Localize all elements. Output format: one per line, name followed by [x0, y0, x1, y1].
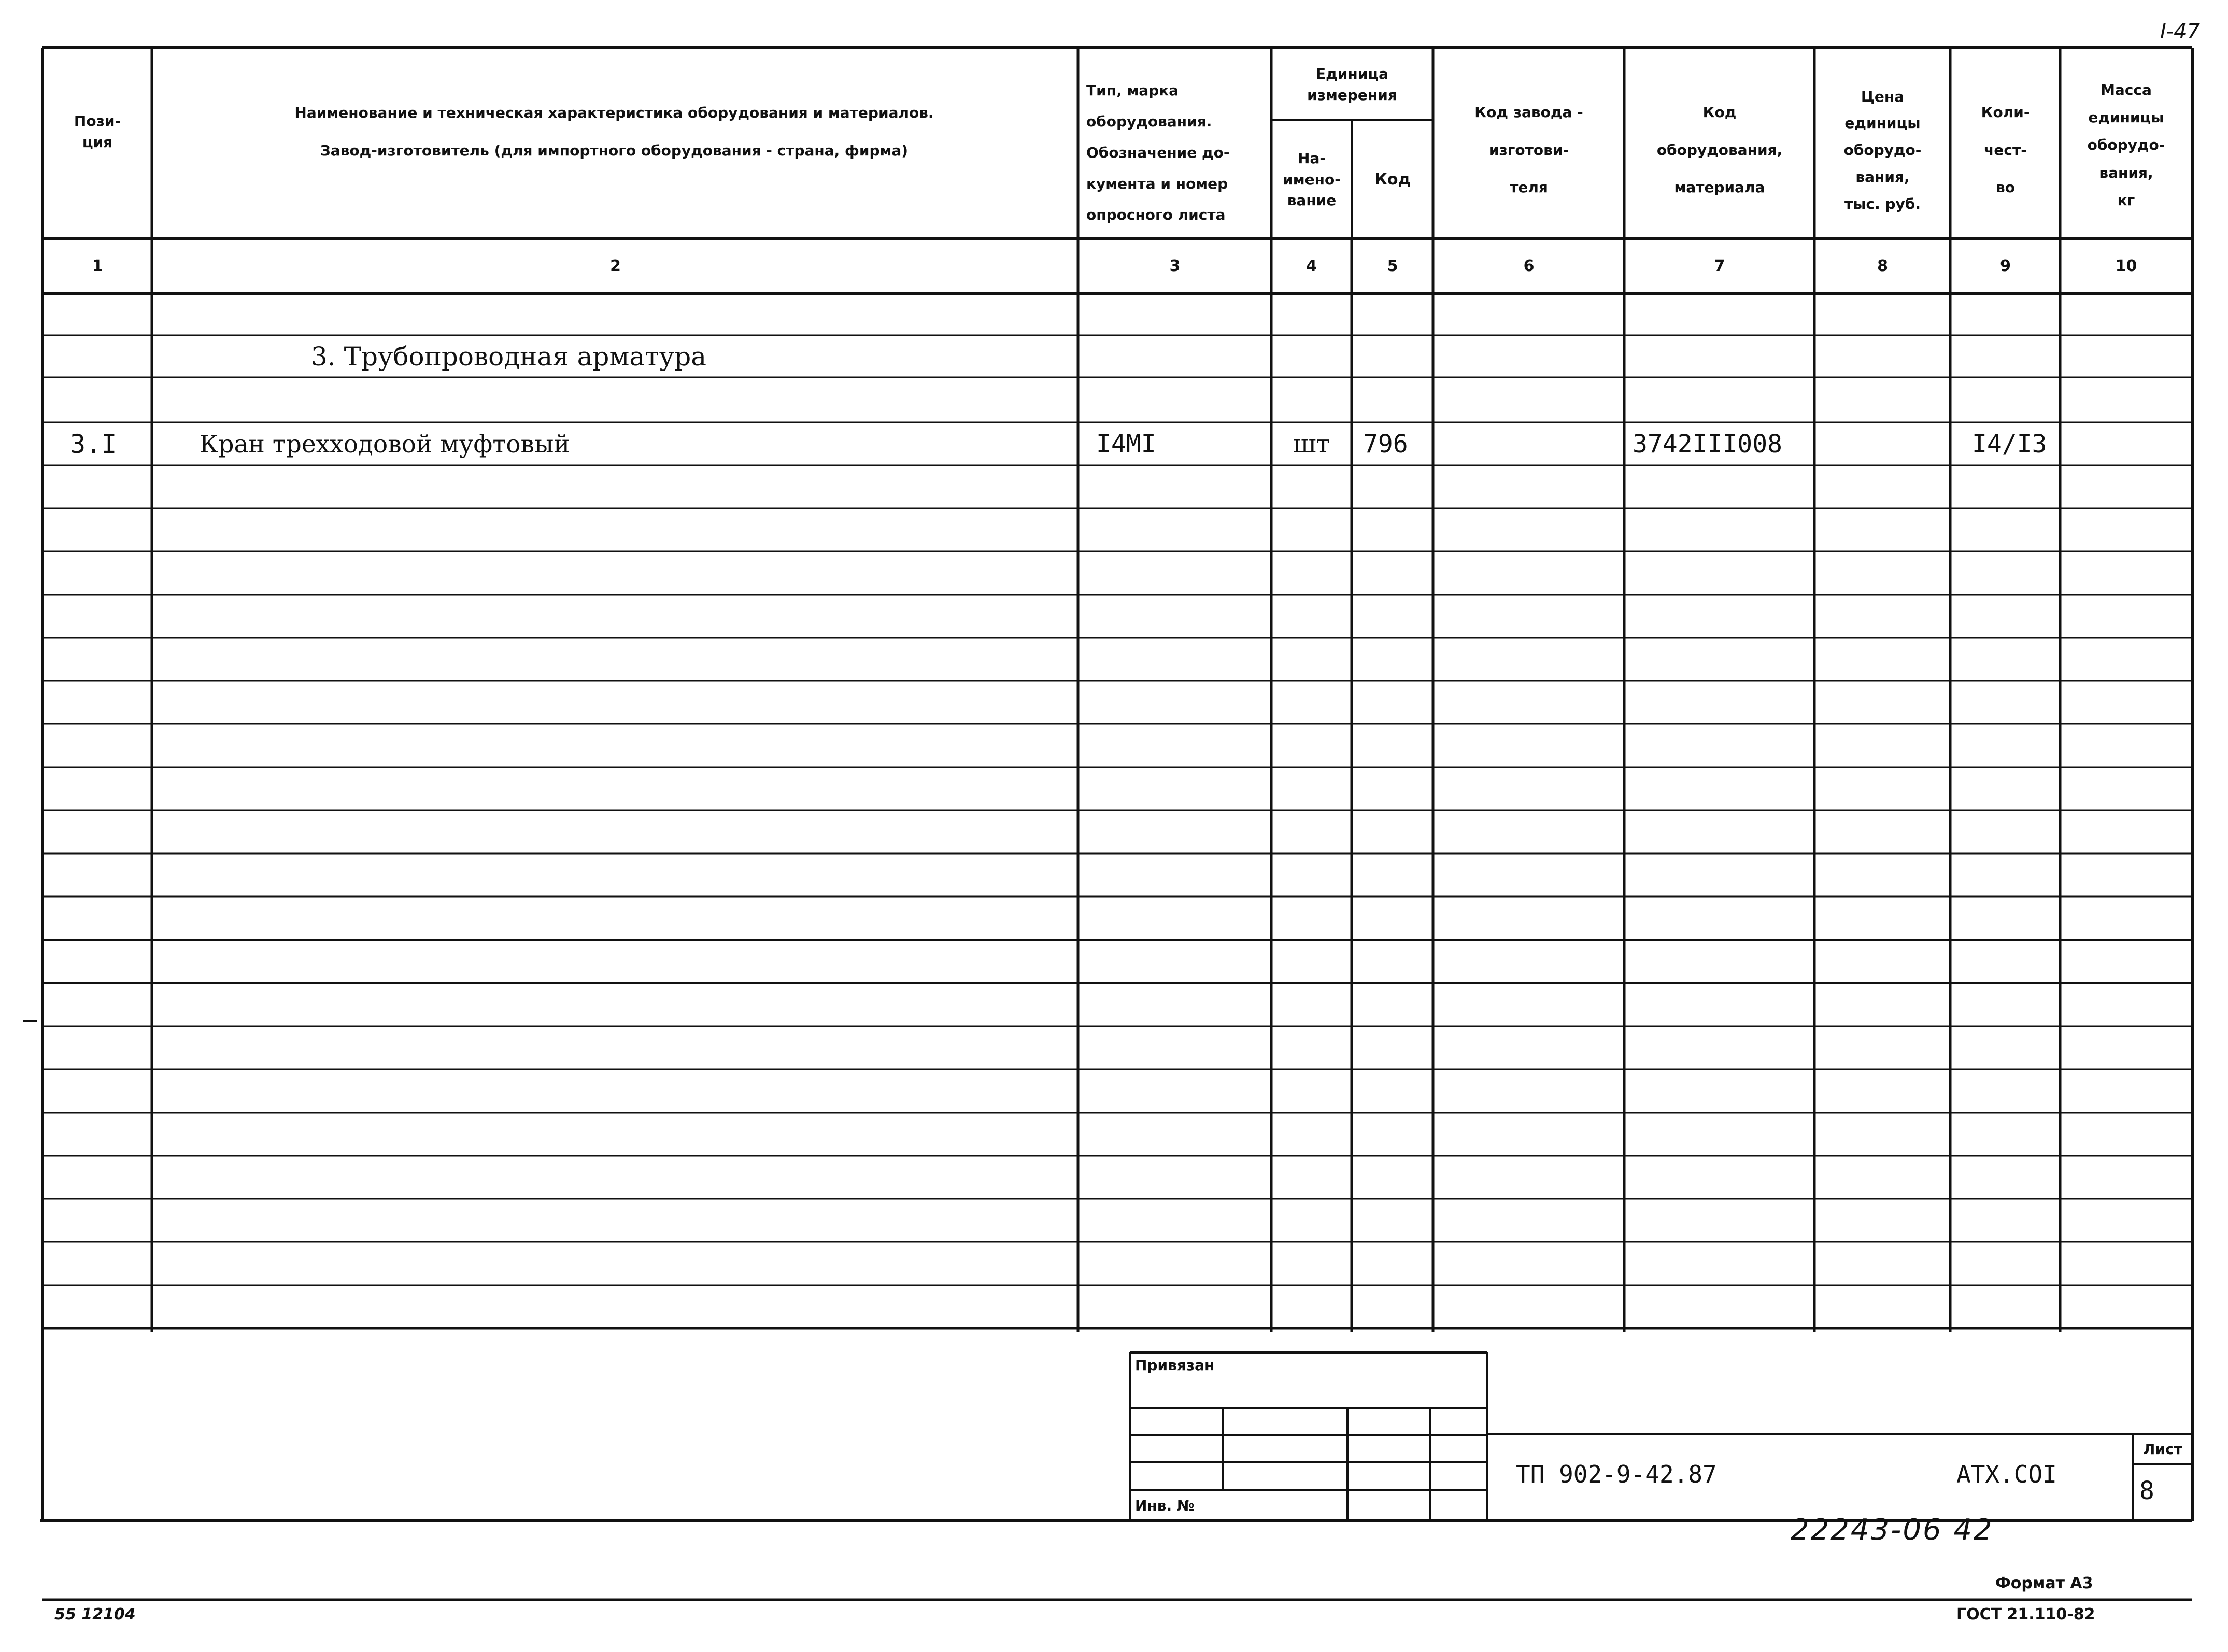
header-unit-name [1273, 123, 1351, 236]
footer-left-code: 55 12104 [54, 1605, 136, 1623]
header-position-line1: Пози- [74, 112, 121, 130]
header-unit-code-text: Код [1374, 170, 1411, 189]
header-equipment-code-line3: материала [1674, 179, 1765, 196]
header-unit-name-line2: имено- [1283, 170, 1341, 188]
header-type [1081, 67, 1269, 238]
footer-gost: ГОСТ 21.110-82 [1956, 1605, 2095, 1623]
section-title: 3. Трубопроводная арматура [311, 341, 707, 372]
header-type-line1: Тип, марка [1086, 81, 1179, 99]
header-factory-code-line2: изготови- [1488, 141, 1569, 159]
column-number-9: 9 [2000, 257, 2011, 276]
header-equipment-code [1626, 67, 1813, 233]
row-unit-name: шт [1293, 430, 1330, 459]
row-position: 3.I [70, 429, 117, 459]
column-number-2: 2 [610, 257, 621, 276]
header-mass [2063, 60, 2190, 231]
header-name-line2: Завод-изготовитель (для импортного оборудования - страна, фирма) [320, 142, 909, 159]
header-type-line2: оборудования. [1086, 112, 1212, 130]
handwritten-number: 22243-06 42 [1791, 1513, 1994, 1547]
header-quantity-line2: чест- [1984, 141, 2027, 159]
header-mass-line4: вания, [2099, 164, 2153, 181]
header-position-line2: ция [82, 134, 113, 151]
header-equipment-code-line1: Код [1702, 103, 1737, 121]
column-number-1: 1 [92, 257, 103, 276]
header-mass-line5: кг [2117, 191, 2135, 209]
row-name: Кран трехходовой муфтовый [200, 430, 570, 459]
header-position [46, 93, 149, 171]
header-price-line4: вания, [1855, 168, 1910, 186]
header-mass-line1: Масса [2101, 81, 2152, 99]
stamp-sheet-label: Лист [2143, 1440, 2182, 1458]
column-number-8: 8 [1877, 257, 1888, 276]
header-factory-code-line3: теля [1510, 179, 1548, 196]
column-number-10: 10 [2115, 257, 2137, 276]
header-quantity [1952, 67, 2059, 233]
header-name-line1: Наименование и техническая характеристика оборудования и материалов. [294, 104, 934, 122]
column-number-4: 4 [1306, 257, 1317, 276]
column-number-6: 6 [1523, 257, 1535, 276]
header-unit-group-line2: измерения [1307, 87, 1397, 104]
header-unit-name-line1: На- [1298, 150, 1326, 167]
stamp-privyazan: Привязан [1135, 1356, 1215, 1374]
row-type: I4MI [1096, 430, 1156, 459]
header-price-line1: Цена [1861, 88, 1905, 105]
header-price-line2: единицы [1844, 115, 1921, 132]
header-price [1817, 67, 1949, 233]
corner-mark: I-47 [2160, 20, 2201, 44]
header-mass-line2: единицы [2088, 109, 2164, 126]
header-type-line3: Обозначение до- [1086, 144, 1230, 161]
header-unit-name-line3: вание [1287, 192, 1337, 209]
stamp-sheet-number: 8 [2139, 1476, 2154, 1505]
header-quantity-line3: во [1996, 179, 2015, 196]
row-quantity: I4/I3 [1972, 430, 2047, 459]
header-equipment-code-line2: оборудования, [1656, 141, 1783, 159]
header-factory-code [1436, 67, 1622, 233]
header-unit-code [1354, 123, 1431, 236]
stamp-doc-code-left: ТП 902-9-42.87 [1516, 1460, 1717, 1488]
header-unit-group [1274, 52, 1430, 118]
header-price-line5: тыс. руб. [1844, 195, 1921, 212]
row-equipment-code: 3742III008 [1633, 430, 1782, 459]
header-type-line4: кумента и номер [1086, 175, 1228, 193]
column-number-5: 5 [1387, 257, 1398, 276]
footer-format: Формат А3 [1995, 1574, 2093, 1592]
header-unit-group-line1: Единица [1316, 65, 1388, 83]
header-factory-code-line1: Код завода - [1474, 103, 1583, 121]
column-number-3: 3 [1169, 257, 1181, 276]
header-name [155, 93, 1073, 171]
header-price-line3: оборудо- [1843, 141, 1922, 159]
stamp-doc-code-right: АТХ.СОI [1956, 1460, 2057, 1488]
header-quantity-line1: Коли- [1981, 103, 2030, 121]
column-number-7: 7 [1714, 257, 1725, 276]
stamp-inv-no: Инв. № [1135, 1497, 1195, 1514]
header-mass-line3: оборудо- [2087, 136, 2165, 154]
header-type-line5: опросного листа [1086, 206, 1226, 224]
row-unit-code: 796 [1363, 430, 1408, 459]
